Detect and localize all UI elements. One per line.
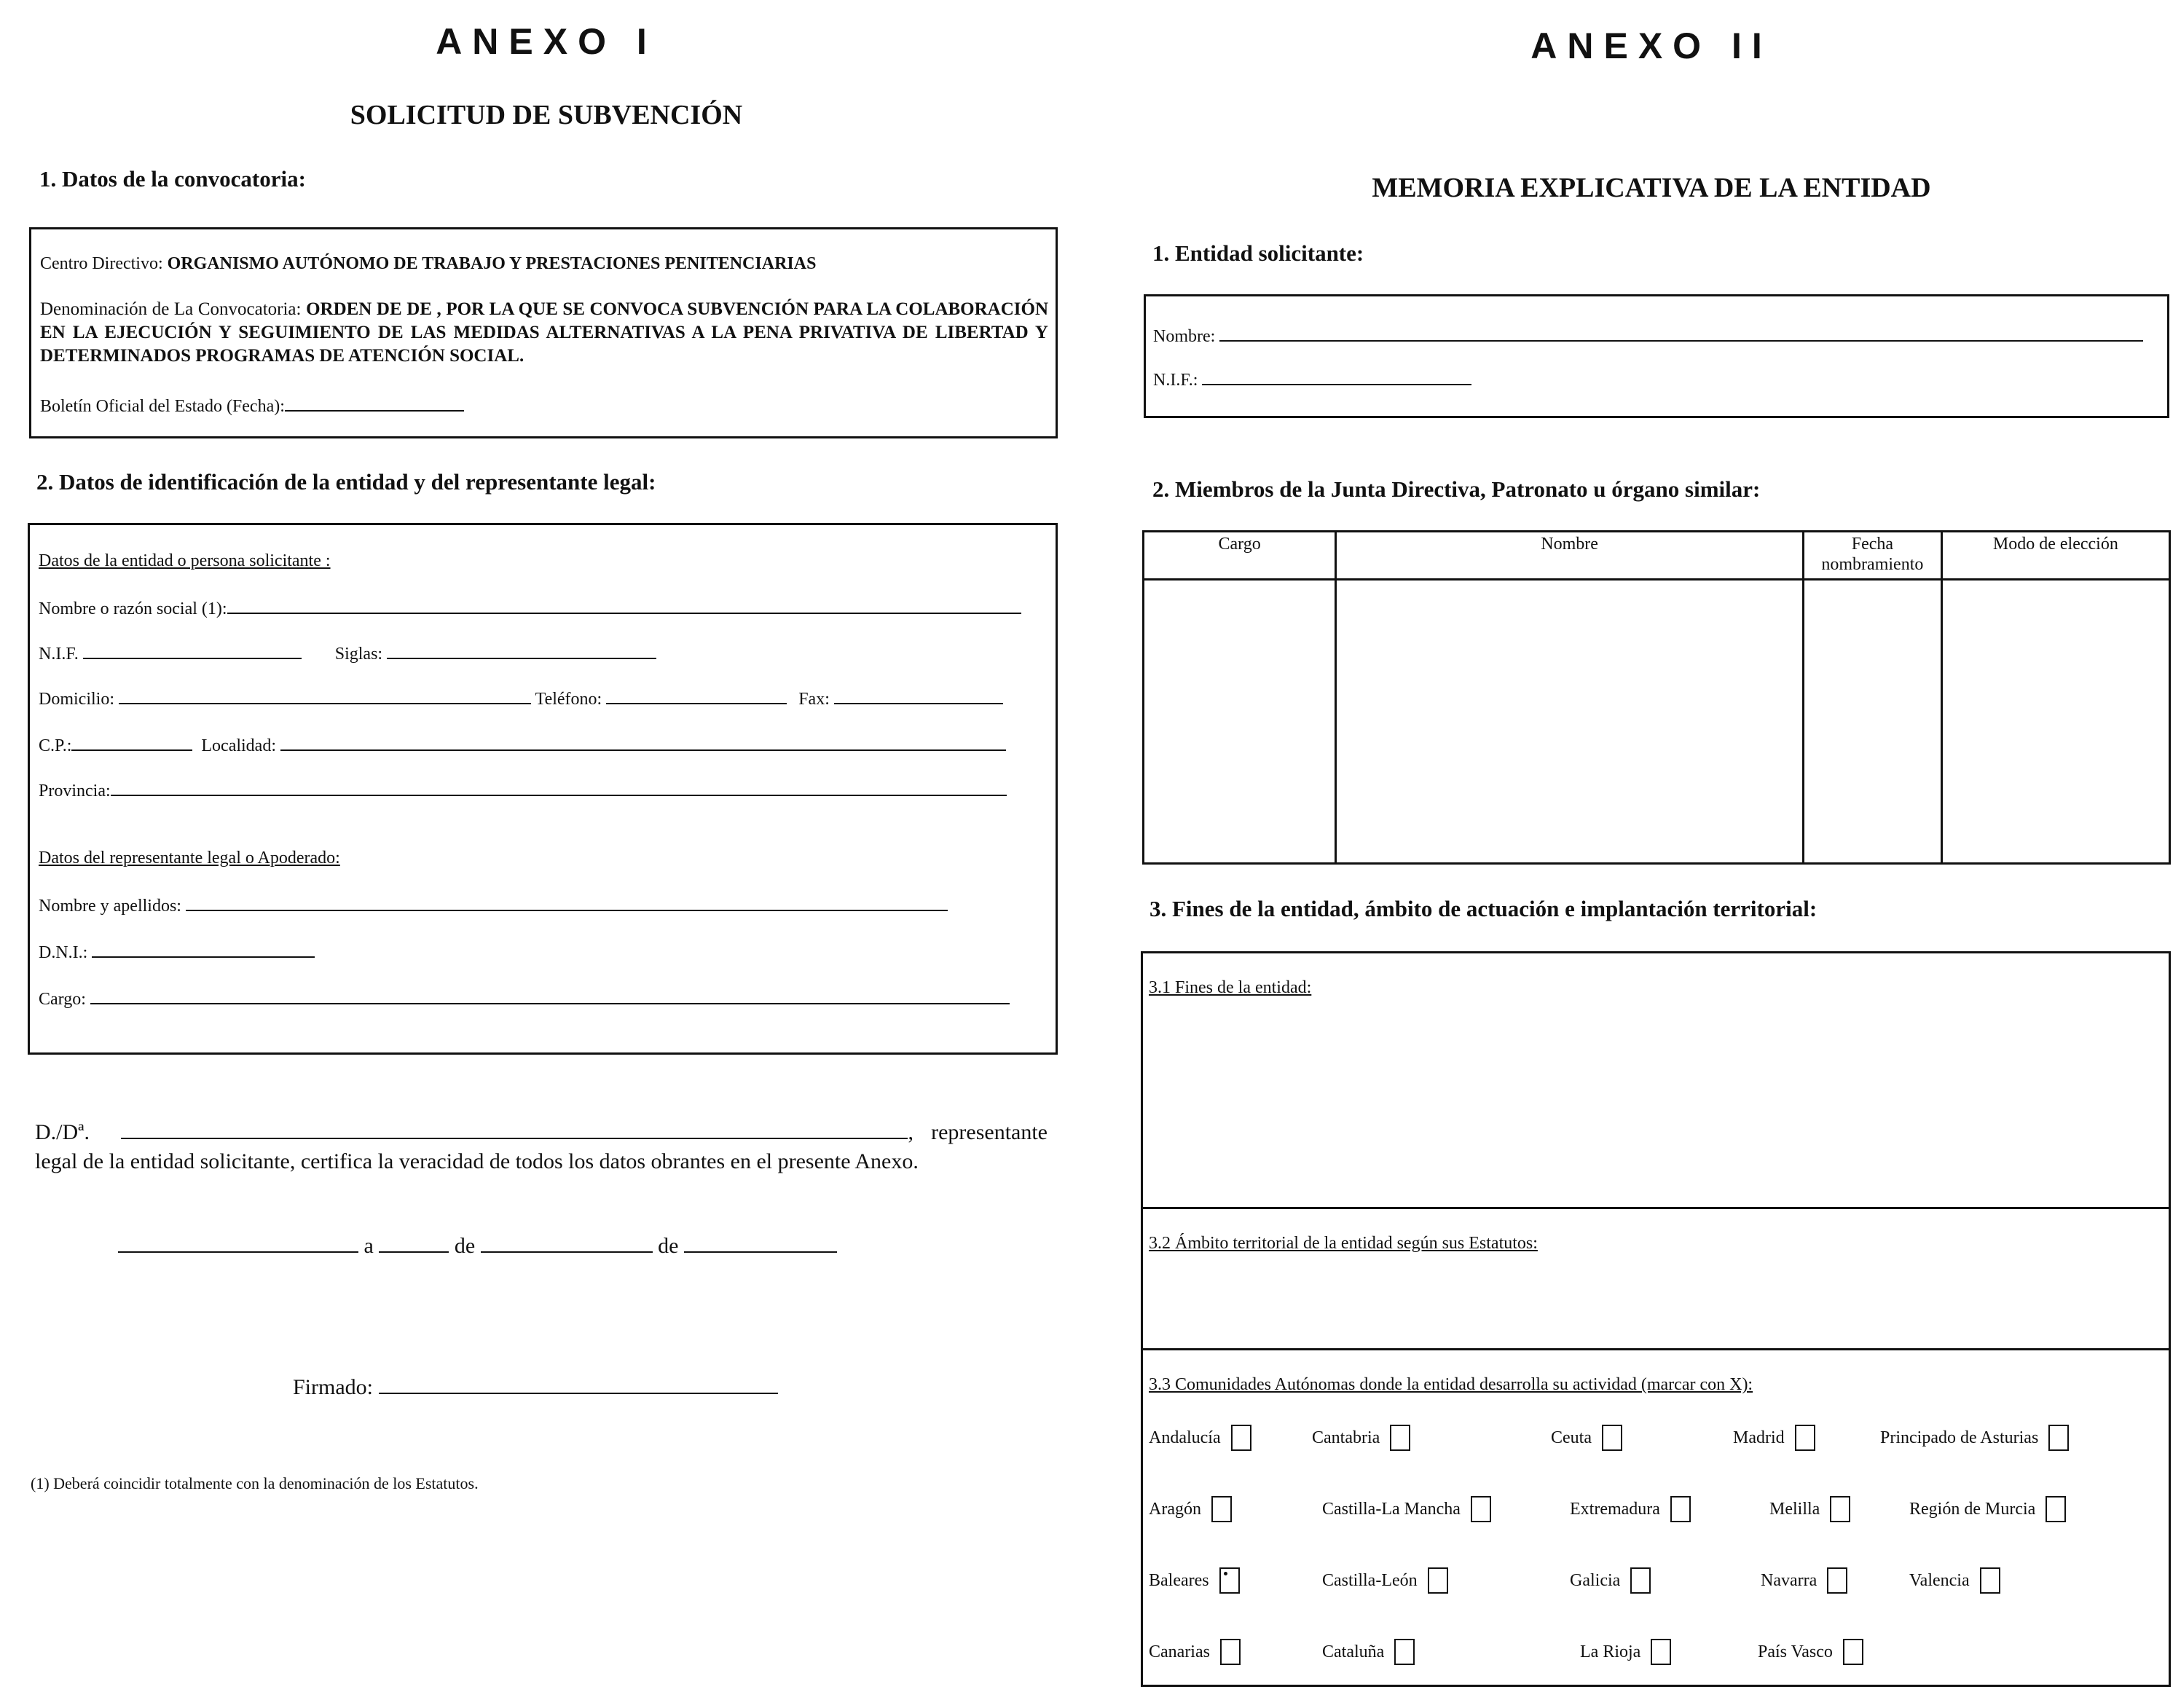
sub-ambito-section bbox=[1143, 1207, 2169, 1253]
checkbox[interactable] bbox=[2046, 1496, 2066, 1522]
section-miembros: 2. Miembros de la Junta Directiva, Patronato u órgano similar: bbox=[1152, 476, 1761, 502]
checkbox[interactable] bbox=[1651, 1639, 1671, 1665]
ccaa-asturias[interactable]: Principado de Asturias bbox=[1880, 1425, 2069, 1451]
entidad-nombre-row: Nombre: bbox=[1153, 324, 2143, 347]
col-nombre: Nombre bbox=[1336, 532, 1804, 580]
identificacion-box bbox=[28, 523, 1058, 1055]
checkbox[interactable] bbox=[1428, 1567, 1448, 1594]
ccaa-murcia[interactable]: Región de Murcia bbox=[1909, 1496, 2066, 1522]
entidad-solicitante-box bbox=[1144, 294, 2169, 418]
siglas-field[interactable] bbox=[387, 642, 656, 659]
ccaa-pais-vasco[interactable]: País Vasco bbox=[1758, 1639, 1863, 1665]
fecha-anio-field[interactable] bbox=[684, 1235, 837, 1253]
nif-siglas-row: N.I.F. Siglas: bbox=[39, 642, 656, 664]
fines-box bbox=[1141, 951, 2171, 1687]
ccaa-galicia[interactable]: Galicia bbox=[1570, 1567, 1651, 1594]
checkbox[interactable] bbox=[1827, 1567, 1847, 1594]
sub-fines-heading: 3.1 Fines de la entidad: bbox=[1149, 978, 1312, 997]
checkbox[interactable] bbox=[1795, 1425, 1815, 1451]
boletin-fecha-field[interactable] bbox=[285, 394, 464, 412]
checkbox[interactable] bbox=[1843, 1639, 1863, 1665]
anexo-ii-page bbox=[1122, 0, 2181, 1708]
cell-fecha[interactable] bbox=[1804, 580, 1942, 864]
ccaa-madrid[interactable]: Madrid bbox=[1733, 1425, 1815, 1451]
anexo-ii-subtitle: MEMORIA EXPLICATIVA DE LA ENTIDAD bbox=[1372, 173, 1931, 203]
ccaa-cataluna[interactable]: Cataluña bbox=[1322, 1639, 1415, 1665]
provincia-field[interactable] bbox=[111, 779, 1007, 796]
ccaa-castilla-la-mancha[interactable]: Castilla-La Mancha bbox=[1322, 1496, 1491, 1522]
firmado-row: Firmado: bbox=[293, 1375, 778, 1400]
fecha-lugar-field[interactable] bbox=[118, 1235, 358, 1253]
ccaa-canarias[interactable]: Canarias bbox=[1149, 1639, 1241, 1665]
section-identificacion: 2. Datos de identificación de la entidad y del representante legal: bbox=[36, 469, 656, 495]
dni-row: D.N.I.: bbox=[39, 940, 315, 963]
nombre-apellidos-row: Nombre y apellidos: bbox=[39, 894, 948, 916]
entidad-nif-field[interactable] bbox=[1202, 368, 1471, 385]
sub-ccaa-heading: 3.3 Comunidades Autónomas donde la entidad desarrolla su actividad (marcar con X): bbox=[1149, 1375, 1753, 1394]
sub-ccaa-section bbox=[1143, 1348, 2169, 1661]
ccaa-baleares[interactable]: Baleares bbox=[1149, 1567, 1240, 1594]
sub-ambito-heading: 3.2 Ámbito territorial de la entidad según sus Estatutos: bbox=[1149, 1234, 1538, 1253]
checkbox[interactable] bbox=[1980, 1567, 2000, 1594]
domicilio-field[interactable] bbox=[119, 687, 531, 704]
anexo-ii-title: ANEXO II bbox=[1530, 25, 1772, 66]
ccaa-extremadura[interactable]: Extremadura bbox=[1570, 1496, 1691, 1522]
section-entidad-solicitante: 1. Entidad solicitante: bbox=[1152, 240, 1364, 266]
checkbox[interactable] bbox=[1394, 1639, 1415, 1665]
checkbox[interactable] bbox=[1390, 1425, 1410, 1451]
ccaa-castilla-leon[interactable]: Castilla-León bbox=[1322, 1567, 1448, 1594]
firma-field[interactable] bbox=[379, 1377, 778, 1394]
checkbox[interactable] bbox=[1670, 1496, 1691, 1522]
ccaa-aragon[interactable]: Aragón bbox=[1149, 1496, 1232, 1522]
boletin-row: Boletín Oficial del Estado (Fecha): bbox=[40, 394, 464, 417]
provincia-row: Provincia: bbox=[39, 779, 1007, 801]
fecha-row: a de de bbox=[118, 1234, 837, 1259]
cell-cargo[interactable] bbox=[1144, 580, 1336, 864]
ccaa-valencia[interactable]: Valencia bbox=[1909, 1567, 2000, 1594]
centro-directivo-row: Centro Directivo: ORGANISMO AUTÓNOMO DE TRABAJO Y PRESTACIONES PENITENCIARIAS bbox=[40, 254, 817, 273]
anexo-i-subtitle: SOLICITUD DE SUBVENCIÓN bbox=[350, 100, 743, 130]
representante-heading: Datos del representante legal o Apoderado: bbox=[39, 849, 340, 867]
checkbox[interactable] bbox=[1231, 1425, 1251, 1451]
denominacion-value: ORDEN DE DE , POR LA QUE SE CONVOCA SUBVENCIÓN PARA LA COLABORACIÓN EN LA EJECUCIÓN Y SEGUIMIENTO DE LAS MEDIDAS ALTERNATIVAS A LA PENA PRIVATIVA DE LIBERTAD Y DETERMINADOS PROGRAMAS DE ATENCIÓN SOCIAL. bbox=[40, 299, 1049, 366]
centro-directivo-value: ORGANISMO AUTÓNOMO DE TRABAJO Y PRESTACIONES PENITENCIARIAS bbox=[167, 254, 817, 273]
checkbox[interactable] bbox=[1630, 1567, 1651, 1594]
section-fines: 3. Fines de la entidad, ámbito de actuación e implantación territorial: bbox=[1150, 896, 1818, 921]
ccaa-melilla[interactable]: Melilla bbox=[1769, 1496, 1850, 1522]
ccaa-andalucia[interactable]: Andalucía bbox=[1149, 1425, 1251, 1451]
cp-field[interactable] bbox=[71, 733, 192, 751]
cell-modo[interactable] bbox=[1941, 580, 2169, 864]
section-datos-convocatoria: 1. Datos de la convocatoria: bbox=[39, 166, 306, 192]
ccaa-cantabria[interactable]: Cantabria bbox=[1312, 1425, 1410, 1451]
checkbox[interactable] bbox=[1220, 1639, 1241, 1665]
checkbox[interactable] bbox=[1471, 1496, 1491, 1522]
fax-field[interactable] bbox=[834, 687, 1003, 704]
cargo-row: Cargo: bbox=[39, 987, 1010, 1010]
ccaa-ceuta[interactable]: Ceuta bbox=[1551, 1425, 1622, 1451]
dd-row: D./Dª. , representante bbox=[35, 1120, 1048, 1144]
nombre-razon-field[interactable] bbox=[227, 597, 1021, 614]
localidad-field[interactable] bbox=[280, 733, 1006, 751]
col-cargo: Cargo bbox=[1144, 532, 1336, 580]
nombre-razon-row: Nombre o razón social (1): bbox=[39, 597, 1021, 619]
cell-nombre[interactable] bbox=[1336, 580, 1804, 864]
telefono-field[interactable] bbox=[606, 687, 787, 704]
domicilio-row: Domicilio: Teléfono: Fax: bbox=[39, 687, 1003, 709]
ccaa-navarra[interactable]: Navarra bbox=[1761, 1567, 1847, 1594]
anexo-i-title: ANEXO I bbox=[436, 21, 657, 62]
cargo-field[interactable] bbox=[90, 987, 1010, 1004]
checkbox[interactable] bbox=[1602, 1425, 1622, 1451]
cp-localidad-row: C.P.: Localidad: bbox=[39, 733, 1006, 756]
checkbox[interactable] bbox=[1219, 1567, 1240, 1594]
entidad-nombre-field[interactable] bbox=[1219, 324, 2143, 342]
footnote: (1) Deberá coincidir totalmente con la denominación de los Estatutos. bbox=[31, 1474, 479, 1492]
denominacion-row: Denominación de La Convocatoria: ORDEN DE DE , POR LA QUE SE CONVOCA SUBVENCIÓN PARA LA COLABORACIÓN EN LA EJECUCIÓN Y SEGUIMIENTO DE LAS MEDIDAS ALTERNATIVAS A LA PENA PRIVATIVA DE LIBERTAD Y DETERMINADOS PROGRAMAS DE ATENCIÓN SOCIAL. bbox=[40, 299, 1049, 366]
convocatoria-box bbox=[29, 227, 1058, 438]
nombre-apellidos-field[interactable] bbox=[186, 894, 948, 911]
checkbox[interactable] bbox=[2048, 1425, 2069, 1451]
checkbox[interactable] bbox=[1830, 1496, 1850, 1522]
col-fecha-nombramiento: Fecha nombramiento bbox=[1804, 532, 1942, 580]
dni-field[interactable] bbox=[92, 940, 315, 958]
dd-name-field[interactable] bbox=[121, 1122, 908, 1139]
certifica-text: legal de la entidad solicitante, certifica la veracidad de todos los datos obrantes en el presente Anexo. bbox=[35, 1149, 919, 1173]
entidad-heading: Datos de la entidad o persona solicitante : bbox=[39, 551, 331, 570]
miembros-table bbox=[1142, 530, 2171, 865]
fecha-mes-field[interactable] bbox=[481, 1235, 653, 1253]
col-modo-eleccion: Modo de elección bbox=[1941, 532, 2169, 580]
nif-field[interactable] bbox=[83, 642, 302, 659]
fecha-dia-field[interactable] bbox=[379, 1235, 449, 1253]
checkbox[interactable] bbox=[1211, 1496, 1232, 1522]
entidad-nif-row: N.I.F.: bbox=[1153, 368, 1471, 390]
ccaa-la-rioja[interactable]: La Rioja bbox=[1580, 1639, 1671, 1665]
